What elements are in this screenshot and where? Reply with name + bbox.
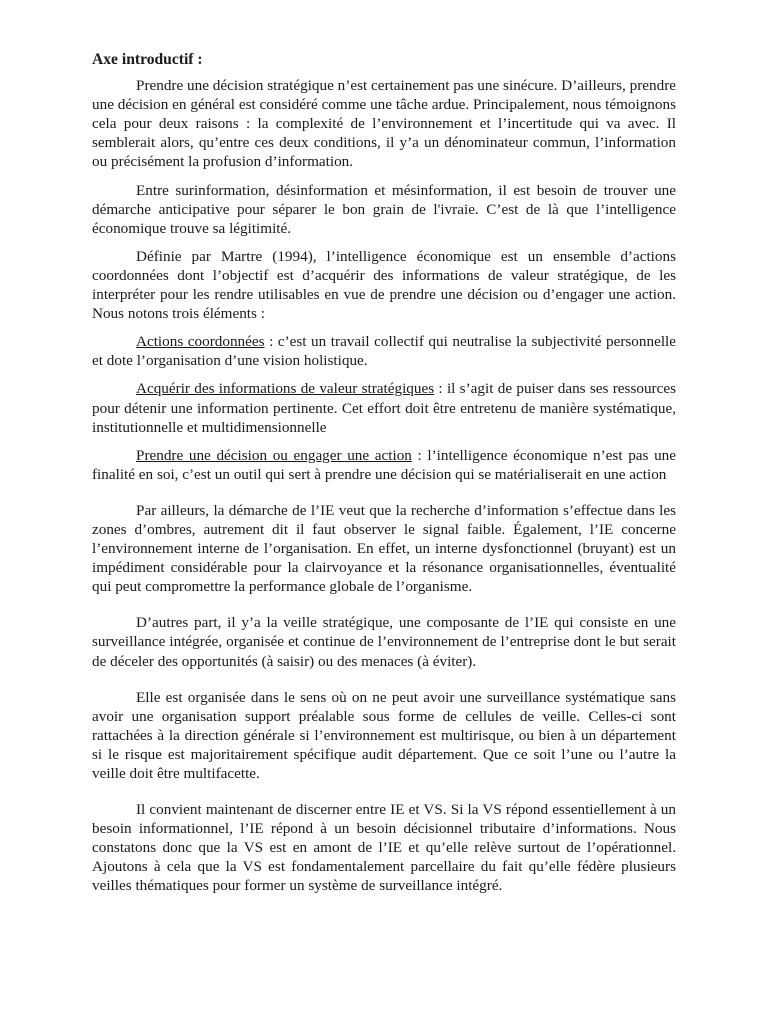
- element-text-1: : c’est un travail collectif qui neutralise la subjectivité personnelle et dote l’organisation d’une vision holistique.: [92, 333, 677, 370]
- paragraph-demarche-ie: Par ailleurs, la démarche de l’IE veut que la recherche d’information s’effectue dans les zones d’ombres, autrement dit il faut observer le signal faible. Également, l’IE concerne l’environnement interne de l’organisation. En effet, un interne dysfonctionnel (bruyant) est un impédiment considérable pour la clairvoyance et la résonance organisationnelles, éventualité qui peut compromettre la performance globale de l’organisme.: [92, 501, 676, 596]
- document-page: [92, 50, 676, 905]
- element-prendre-decision: [92, 446, 676, 484]
- paragraph-veille-strategique: D’autres part, il y’a la veille stratégique, une composante de l’IE qui consiste en une surveillance intégrée, organisée et continue de l’environnement de l’entreprise dont le but serait de déceler des opportunités (à saisir) ou des menaces (à éviter).: [92, 614, 676, 670]
- element-text-3: : l’intelligence économique n’est pas une finalité en soi, c’est un outil qui sert à prendre une décision qui se matérialiserait en une action: [92, 446, 677, 483]
- element-actions-coordonnees: [92, 332, 676, 370]
- element-term-2: Acquérir des informations de valeur stratégiques: [136, 380, 435, 398]
- paragraph-intro: Prendre une décision stratégique n’est certainement pas une sinécure. D’ailleurs, prendre une décision en général est considéré comme une tâche ardue. Principalement, nous témoignons cela pour deux raisons : la complexité de l’environnement et l’incertitude qui va avec. Il semblerait alors, qu’entre ces deux conditions, il y’a un dénominateur commun, l’information ou précisément la profusion d’information.: [92, 77, 676, 171]
- element-acquerir-informations: [92, 379, 676, 436]
- paragraph-definition: Définie par Martre (1994), l’intelligence économique est un ensemble d’actions coordonnées dont l’objectif est d’acquérir des informations de valeur stratégique, de les interpréter pour les rendre utilisables en vue de prendre une décision ou d’engager une action. Nous notons trois éléments :: [92, 247, 676, 323]
- paragraph-organisation-veille: Elle est organisée dans le sens où on ne peut avoir une surveillance systématique sans avoir une organisation support préalable sous forme de cellules de veille. Celles-ci sont rattachées à la direction générale si l’environnement est multirisque, ou bien à un département si le risque est majoritairement spécifique audit département. Que ce soit l’une ou l’autre la veille doit être multifacette.: [92, 688, 676, 782]
- element-text-2: : il s’agit de puiser dans ses ressources pour détenir une information pertinente. Cet effort doit être entretenu de manière systématique, institutionnelle et multidimensionnelle: [92, 380, 677, 436]
- element-term-1: Actions coordonnées: [136, 333, 265, 351]
- paragraph-surinformation: Entre surinformation, désinformation et mésinformation, il est besoin de trouver une démarche anticipative pour séparer le bon grain de l'ivraie. C’est de là que l’intelligence économique trouve sa légitimité.: [92, 181, 676, 237]
- element-term-3: Prendre une décision ou engager une action: [136, 446, 412, 464]
- section-heading: Axe introductif :: [92, 51, 203, 68]
- paragraph-ie-vs: Il convient maintenant de discerner entre IE et VS. Si la VS répond essentiellement à un besoin informationnel, l’IE répond à un besoin décisionnel tributaire d’informations. Nous constatons donc que la VS est en amont de l’IE et qu’elle relève surtout de l’opérationnel. Ajoutons à cela que la VS est fondamentalement parcellaire du fait qu’elle fédère plusieurs veilles thématiques pour former un système de surveillance intégré.: [92, 801, 676, 895]
